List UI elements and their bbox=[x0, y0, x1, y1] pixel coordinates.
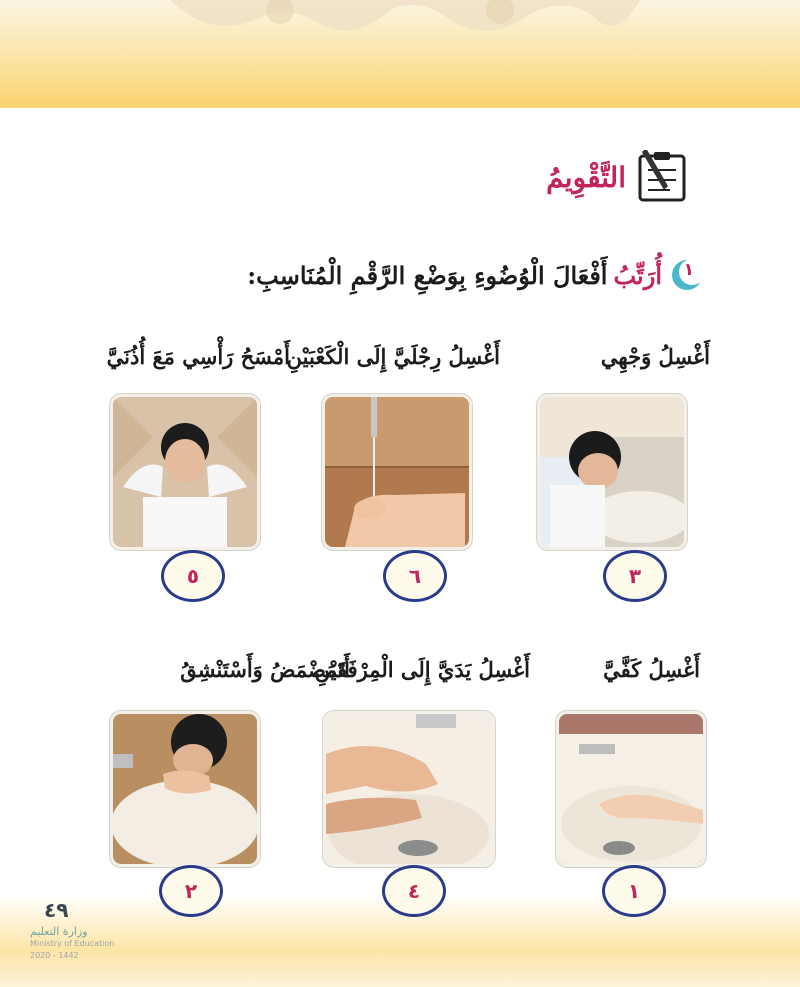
washing-hands-photo bbox=[559, 714, 703, 864]
ministry-name-en: Ministry of Education bbox=[30, 939, 115, 948]
answer-badge[interactable]: ٤ bbox=[382, 865, 446, 917]
exercise-text: أَفْعَالَ الْوُضُوءِ بِوَضْعِ الرَّقْمِ الْمُنَاسِبِ: bbox=[247, 260, 608, 290]
crescent-number-icon bbox=[670, 258, 704, 292]
header-band bbox=[0, 0, 800, 108]
answer-badge[interactable]: ٣ bbox=[603, 550, 667, 602]
answer-badge[interactable]: ١ bbox=[602, 865, 666, 917]
caption-wipe-head: أَمْسَحُ رَأْسِي مَعَ أُذُنَيَّ bbox=[106, 344, 290, 369]
answer-badge[interactable]: ٢ bbox=[159, 865, 223, 917]
edition-year: 2020 - 1442 bbox=[30, 951, 79, 960]
ministry-name-ar: وزارة التعليم bbox=[30, 925, 88, 938]
answer-badge[interactable]: ٦ bbox=[383, 550, 447, 602]
section-heading bbox=[546, 150, 692, 204]
answer-badge[interactable]: ٥ bbox=[161, 550, 225, 602]
exercise-verb: أُرَتِّبُ bbox=[613, 260, 662, 290]
washing-arms-photo bbox=[326, 714, 492, 864]
caption-wash-arms: أَغْسِلُ يَدَيَّ إِلَى الْمِرْفَقَيْنِ bbox=[314, 657, 530, 682]
caption-wash-hands: أَغْسِلُ كَفَّيَّ bbox=[603, 657, 700, 682]
boy-wiping-head-photo bbox=[113, 397, 257, 547]
caption-wash-feet: أَغْسِلُ رِجْلَيَّ إِلَى الْكَعْبَيْنِ bbox=[286, 344, 500, 369]
washing-feet-photo bbox=[325, 397, 469, 547]
exercise-number: ١ bbox=[683, 260, 694, 280]
boy-washing-face-photo bbox=[540, 397, 684, 547]
boy-rinsing-mouth-photo bbox=[113, 714, 257, 864]
page-number: ٤٩ bbox=[44, 898, 69, 922]
caption-wash-face: أَغْسِلُ وَجْهِي bbox=[600, 344, 710, 369]
clipboard-checklist-icon bbox=[634, 150, 692, 204]
caption-rinse-mouth: أَتَمَضْمَضُ وَأَسْتَنْشِقُ bbox=[180, 657, 350, 682]
exercise-instruction bbox=[247, 258, 704, 292]
ornament-icon bbox=[170, 0, 640, 40]
section-title: التَّقْوِيمُ bbox=[546, 160, 626, 194]
